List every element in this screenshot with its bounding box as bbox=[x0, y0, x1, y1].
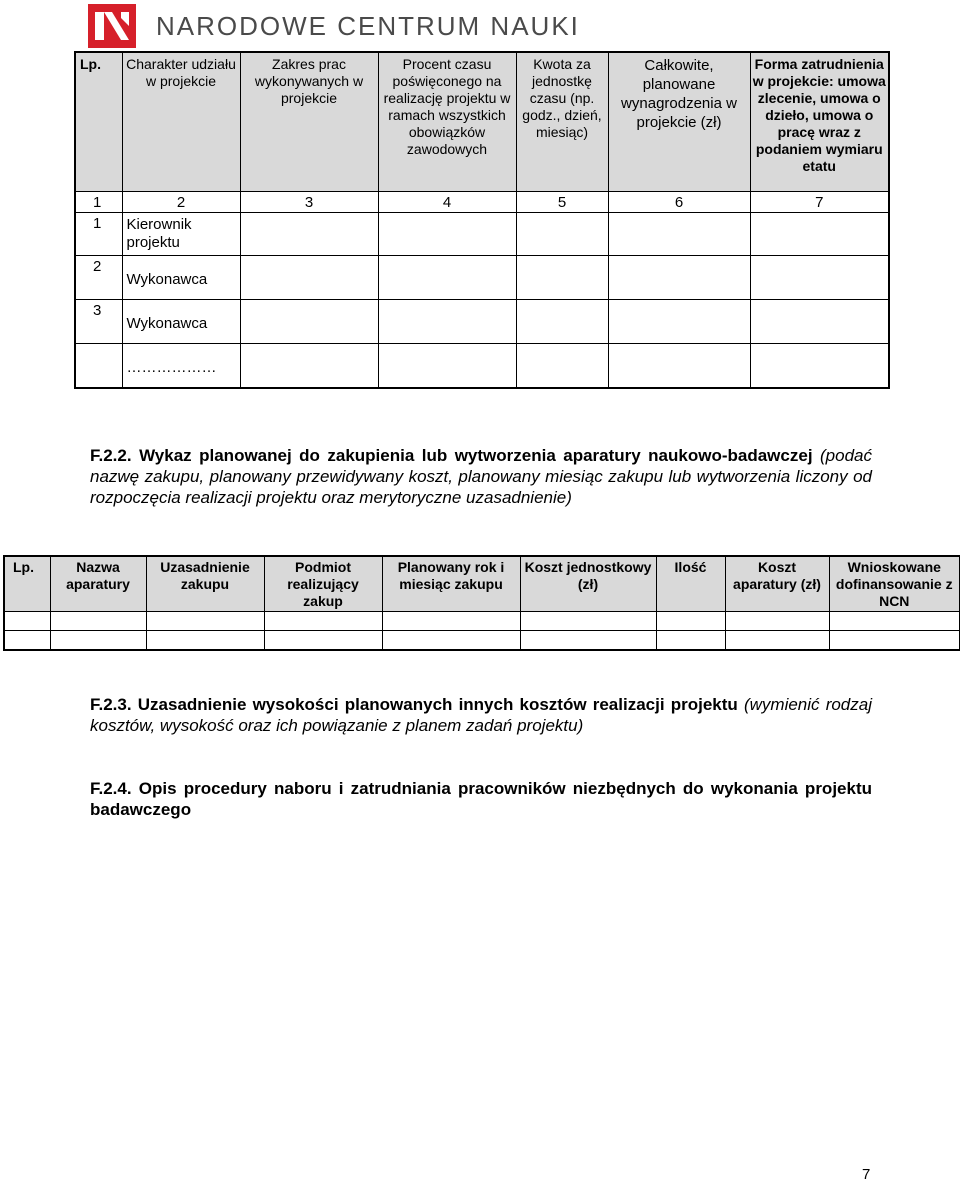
section-f24 bbox=[90, 778, 872, 820]
column-number: 5 bbox=[516, 192, 608, 213]
header-time-percent: Procent czasu poświęconego na realizację projektu w ramach wszystkich obowiązków zawodowych bbox=[378, 52, 516, 192]
section-title: Uzasadnienie wysokości planowanych innych kosztów realizacji projektu bbox=[137, 695, 738, 714]
header-justification: Uzasadnienie zakupu bbox=[146, 556, 264, 612]
table-row bbox=[75, 300, 889, 344]
section-f22 bbox=[90, 445, 872, 508]
table-row bbox=[4, 631, 960, 651]
header-requested-funding: Wnioskowane dofinansowanie z NCN bbox=[829, 556, 960, 612]
row-number: 1 bbox=[75, 213, 122, 256]
row-role: Kierownik projektu bbox=[122, 213, 240, 256]
header-purchaser: Podmiot realizujący zakup bbox=[264, 556, 382, 612]
ncn-logo bbox=[88, 4, 580, 48]
column-number: 7 bbox=[750, 192, 889, 213]
header-lp: Lp. bbox=[4, 556, 50, 612]
header-scope: Zakres prac wykonywanych w projekcie bbox=[240, 52, 378, 192]
column-number-row bbox=[75, 192, 889, 213]
header-unit-cost: Koszt jednostkowy (zł) bbox=[520, 556, 656, 612]
section-number: F.2.2. bbox=[90, 446, 132, 465]
ncn-logo-mark-icon bbox=[88, 4, 136, 48]
section-note: (podać nazwę zakupu, planowany przewidywany koszt, planowany miesiąc zakupu lub wytworzenia liczony od rozpoczęcia realizacji projektu oraz merytoryczne uzasadnienie) bbox=[90, 446, 872, 507]
section-title: Opis procedury naboru i zatrudniania pracowników niezbędnych do wykonania projektu badawczego bbox=[90, 779, 872, 819]
header-quantity: Ilość bbox=[656, 556, 725, 612]
section-note: (wymienić rodzaj kosztów, wysokość oraz ich powiązanie z planem zadań projektu) bbox=[90, 695, 872, 735]
section-title: Wykaz planowanej do zakupienia lub wytworzenia aparatury naukowo-badawczej bbox=[139, 446, 813, 465]
row-number: 3 bbox=[75, 300, 122, 344]
logo-text: NARODOWE CENTRUM NAUKI bbox=[156, 11, 580, 41]
header-participation: Charakter udziału w projekcie bbox=[122, 52, 240, 192]
header-equipment-name: Nazwa aparatury bbox=[50, 556, 146, 612]
row-role-ellipsis: ……………… bbox=[122, 344, 240, 389]
column-number: 6 bbox=[608, 192, 750, 213]
page-number: 7 bbox=[862, 1166, 871, 1183]
table-row bbox=[75, 256, 889, 300]
table-header-row bbox=[75, 52, 889, 192]
header-lp: Lp. bbox=[75, 52, 122, 192]
row-number: 2 bbox=[75, 256, 122, 300]
header-employment-form: Forma zatrudnienia w projekcie: umowa zlecenie, umowa o dzieło, umowa o pracę wraz z podaniem wymiaru etatu bbox=[750, 52, 889, 192]
header-equipment-cost: Koszt aparatury (zł) bbox=[725, 556, 829, 612]
column-number: 4 bbox=[378, 192, 516, 213]
header-planned-date: Planowany rok i miesiąc zakupu bbox=[382, 556, 520, 612]
section-number: F.2.4. bbox=[90, 779, 132, 798]
column-number: 3 bbox=[240, 192, 378, 213]
row-number bbox=[75, 344, 122, 389]
table-row bbox=[75, 344, 889, 389]
column-number: 2 bbox=[122, 192, 240, 213]
row-role: Wykonawca bbox=[122, 300, 240, 344]
header-total-salary: Całkowite, planowane wynagrodzenia w projekcie (zł) bbox=[608, 52, 750, 192]
section-f23 bbox=[90, 694, 872, 736]
table-row bbox=[75, 213, 889, 256]
personnel-table bbox=[74, 51, 890, 389]
column-number: 1 bbox=[75, 192, 122, 213]
equipment-table bbox=[3, 555, 960, 651]
section-number: F.2.3. bbox=[90, 695, 132, 714]
table-row bbox=[4, 612, 960, 631]
header-unit-amount: Kwota za jednostkę czasu (np. godz., dzień, miesiąc) bbox=[516, 52, 608, 192]
table-header-row bbox=[4, 556, 960, 612]
row-role: Wykonawca bbox=[122, 256, 240, 300]
